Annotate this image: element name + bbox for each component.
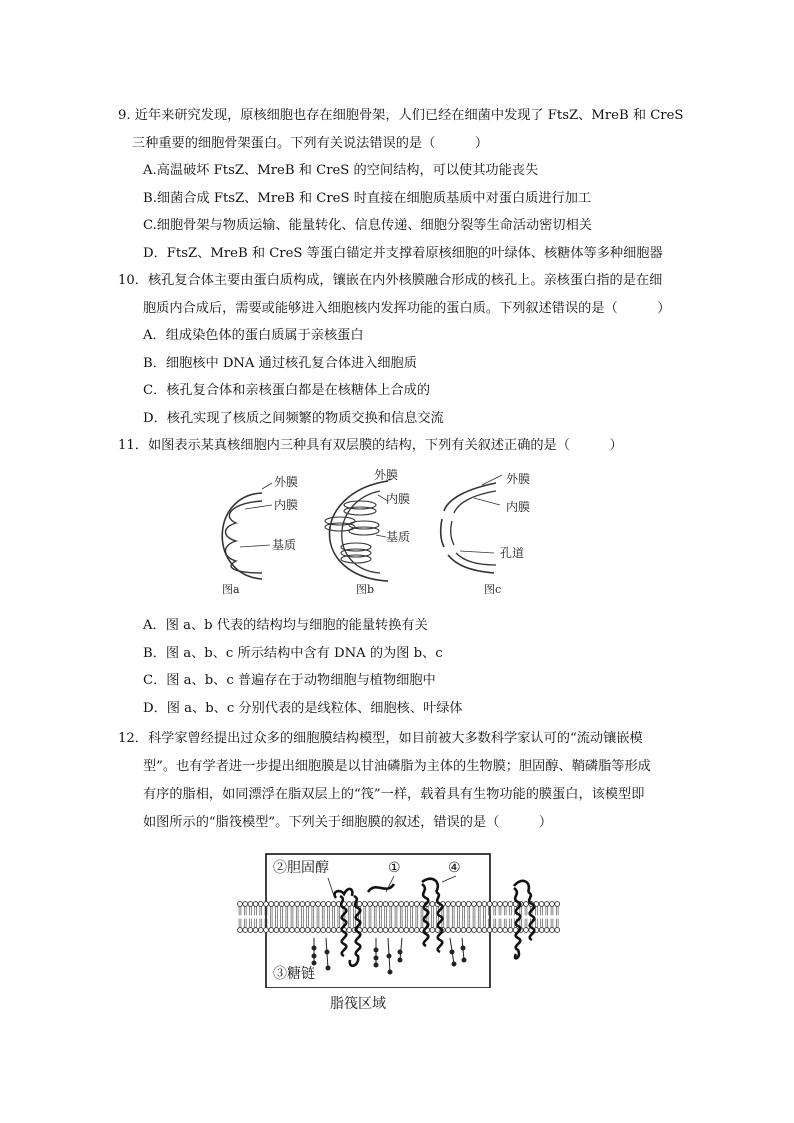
phospholipid-head: [482, 902, 487, 907]
phospholipid-head: [357, 902, 362, 907]
phospholipid-head: [248, 928, 253, 933]
phospholipid-head: [555, 928, 560, 933]
fig-b-outer-label: 外膜: [374, 468, 399, 482]
phospholipid-head: [316, 928, 321, 933]
q10-option-c: C．核孔复合体和亲核蛋白都是在核糖体上合成的: [143, 383, 431, 398]
fig-c-inner-label: 内膜: [506, 500, 531, 514]
q11-stem: 11．如图表示某真核细胞内三种具有双层膜的结构，下列有关叙述正确的是（ ）: [118, 438, 623, 453]
phospholipid-head: [539, 928, 544, 933]
q9-option-b: B.细菌合成 FtsZ、MreB 和 CreS 时直接在细胞质基质中对蛋白质进行加工: [143, 191, 592, 206]
figure-c-nucleus: [441, 475, 502, 573]
phospholipid-head: [508, 928, 513, 933]
phospholipid-head: [295, 902, 300, 907]
phospholipid-head: [269, 902, 274, 907]
fig-c-caption: 图c: [484, 583, 502, 596]
phospholipid-head: [284, 928, 289, 933]
q12-stem-line4: 如图所示的“脂筏模型”。下列关于细胞膜的叙述，错误的是（ ）: [143, 815, 553, 830]
q10-option-a: A．组成染色体的蛋白质属于亲核蛋白: [143, 328, 364, 343]
phospholipid-head: [461, 902, 466, 907]
protein-4-label: ④: [448, 860, 461, 876]
phospholipid-head: [274, 902, 279, 907]
phospholipid-head: [503, 928, 508, 933]
phospholipid-head: [477, 928, 482, 933]
q11-figure: [200, 465, 560, 600]
phospholipid-head: [238, 902, 243, 907]
q12-stem-line1: 12．科学家曾经提出过众多的细胞膜结构模型，如目前被大多数科学家认可的“流动镶嵌模: [118, 731, 643, 746]
phospholipid-head: [316, 902, 321, 907]
phospholipid-head: [264, 928, 269, 933]
lipid-bilayer: [238, 902, 560, 933]
phospholipid-head: [409, 902, 414, 907]
raft-region-caption: 脂筏区域: [330, 996, 386, 1012]
phospholipid-head: [446, 902, 451, 907]
phospholipid-head: [409, 928, 414, 933]
phospholipid-head: [482, 928, 487, 933]
phospholipid-head: [300, 928, 305, 933]
fig-c-outer-label: 外膜: [506, 472, 531, 486]
phospholipid-head: [238, 928, 243, 933]
q9-stem-line1: 9. 近年来研究发现，原核细胞也存在细胞骨架，人们已经在细菌中发现了 FtsZ、MreB 和 CreS: [118, 108, 684, 123]
q11-option-b: B．图 a、b、c 所示结构中含有 DNA 的为图 b、c: [143, 646, 443, 661]
phospholipid-head: [279, 902, 284, 907]
phospholipid-head: [279, 928, 284, 933]
phospholipid-head: [378, 928, 383, 933]
phospholipid-head: [446, 928, 451, 933]
phospholipid-head: [492, 902, 497, 907]
phospholipid-head: [269, 928, 274, 933]
figure-b-chloroplast: [325, 479, 392, 581]
fig-c-pore-label: 孔道: [500, 546, 525, 560]
q11-option-d: D．图 a、b、c 分别代表的是线粒体、细胞核、叶绿体: [143, 701, 463, 716]
phospholipid-head: [383, 928, 388, 933]
phospholipid-head: [399, 902, 404, 907]
phospholipid-head: [508, 902, 513, 907]
fig-a-caption: 图a: [222, 583, 240, 596]
cholesterol-label: ②胆固醇: [273, 860, 329, 876]
phospholipid-head: [258, 928, 263, 933]
phospholipid-head: [539, 902, 544, 907]
phospholipid-head: [394, 928, 399, 933]
phospholipid-head: [274, 928, 279, 933]
phospholipid-head: [414, 928, 419, 933]
fig-a-inner-label: 内膜: [274, 498, 299, 512]
phospholipid-head: [456, 928, 461, 933]
fig-b-matrix-label: 基质: [386, 530, 411, 544]
phospholipid-head: [290, 928, 295, 933]
phospholipid-head: [555, 902, 560, 907]
phospholipid-head: [383, 902, 388, 907]
phospholipid-head: [264, 902, 269, 907]
phospholipid-head: [466, 928, 471, 933]
phospholipid-head: [347, 902, 352, 907]
phospholipid-head: [305, 902, 310, 907]
phospholipid-head: [378, 902, 383, 907]
phospholipid-head: [456, 902, 461, 907]
figure-a-mitochondrion: [222, 483, 272, 579]
fig-b-caption: 图b: [356, 583, 375, 596]
phospholipid-head: [394, 902, 399, 907]
phospholipid-head: [472, 902, 477, 907]
phospholipid-head: [503, 902, 508, 907]
phospholipid-head: [404, 928, 409, 933]
phospholipid-head: [430, 928, 435, 933]
phospholipid-head: [290, 902, 295, 907]
phospholipid-head: [300, 902, 305, 907]
phospholipid-head: [544, 902, 549, 907]
phospholipid-head: [248, 902, 253, 907]
phospholipid-head: [430, 902, 435, 907]
q9-stem-line2: 三种重要的细胞骨架蛋白。下列有关说法错误的是（ ）: [132, 136, 489, 151]
phospholipid-head: [253, 928, 258, 933]
sugar-chain-label: ③糖链: [273, 966, 315, 982]
phospholipid-head: [388, 902, 393, 907]
phospholipid-head: [550, 902, 555, 907]
q12-stem-line2: 型”。也有学者进一步提出细胞膜是以甘油磷脂为主体的生物膜；胆固醇、鞘磷脂等形成: [143, 759, 651, 774]
phospholipid-head: [310, 928, 315, 933]
phospholipid-head: [243, 902, 248, 907]
q10-stem-line1: 10．核孔复合体主要由蛋白质构成，镶嵌在内外核膜融合形成的核孔上。亲核蛋白指的是在细: [118, 273, 663, 288]
phospholipid-head: [284, 902, 289, 907]
phospholipid-head: [373, 902, 378, 907]
q12-stem-line3: 有序的脂相，如同漂浮在脂双层上的“筏”一样，载着具有生物功能的膜蛋白，该模型即: [143, 787, 645, 802]
phospholipid-head: [492, 928, 497, 933]
phospholipid-head: [466, 902, 471, 907]
phospholipid-head: [498, 902, 503, 907]
phospholipid-head: [368, 902, 373, 907]
phospholipid-head: [326, 928, 331, 933]
phospholipid-head: [331, 928, 336, 933]
phospholipid-head: [362, 928, 367, 933]
q9-option-c: C.细胞骨架与物质运输、能量转化、信息传递、细胞分裂等生命活动密切相关: [143, 218, 592, 233]
phospholipid-head: [253, 902, 258, 907]
phospholipid-head: [258, 902, 263, 907]
phospholipid-head: [487, 928, 492, 933]
phospholipid-head: [321, 902, 326, 907]
phospholipid-head: [305, 928, 310, 933]
phospholipid-head: [477, 902, 482, 907]
phospholipid-head: [388, 928, 393, 933]
phospholipid-head: [461, 928, 466, 933]
phospholipid-head: [487, 902, 492, 907]
q9-option-d: D．FtsZ、MreB 和 CreS 等蛋白锚定并支撑着原核细胞的叶绿体、核糖体等多种细胞器: [143, 246, 663, 261]
fig-a-matrix-label: 基质: [272, 538, 297, 552]
phospholipid-head: [399, 928, 404, 933]
phospholipid-head: [243, 928, 248, 933]
phospholipid-head: [498, 928, 503, 933]
phospholipid-head: [321, 928, 326, 933]
fig-a-outer-label: 外膜: [274, 475, 299, 489]
phospholipid-head: [524, 902, 529, 907]
phospholipid-head: [544, 928, 549, 933]
phospholipid-head: [310, 902, 315, 907]
q10-stem-line2: 胞质内合成后，需要或能够进入细胞核内发挥功能的蛋白质。下列叙述错误的是（ ）: [143, 301, 671, 316]
phospholipid-head: [524, 928, 529, 933]
phospholipid-head: [404, 902, 409, 907]
phospholipid-head: [362, 902, 367, 907]
phospholipid-head: [472, 928, 477, 933]
phospholipid-head: [414, 902, 419, 907]
q10-option-b: B．细胞核中 DNA 通过核孔复合体进入细胞质: [143, 356, 417, 371]
phospholipid-head: [368, 928, 373, 933]
q10-option-d: D．核孔实现了核质之间频繁的物质交换和信息交流: [143, 411, 444, 426]
phospholipid-head: [295, 928, 300, 933]
phospholipid-head: [373, 928, 378, 933]
phospholipid-head: [347, 928, 352, 933]
phospholipid-head: [331, 902, 336, 907]
protein-1-label: ①: [388, 860, 401, 876]
q11-option-a: A．图 a、b 代表的结构均与细胞的能量转换有关: [143, 618, 428, 633]
q11-option-c: C．图 a、b、c 普遍存在于动物细胞与植物细胞中: [143, 673, 436, 688]
phospholipid-head: [326, 902, 331, 907]
phospholipid-head: [451, 902, 456, 907]
q9-option-a: A.高温破坏 FtsZ、MreB 和 CreS 的空间结构，可以使其功能丧失: [143, 163, 539, 178]
phospholipid-head: [550, 928, 555, 933]
fig-b-inner-label: 内膜: [386, 492, 411, 506]
phospholipid-head: [451, 928, 456, 933]
